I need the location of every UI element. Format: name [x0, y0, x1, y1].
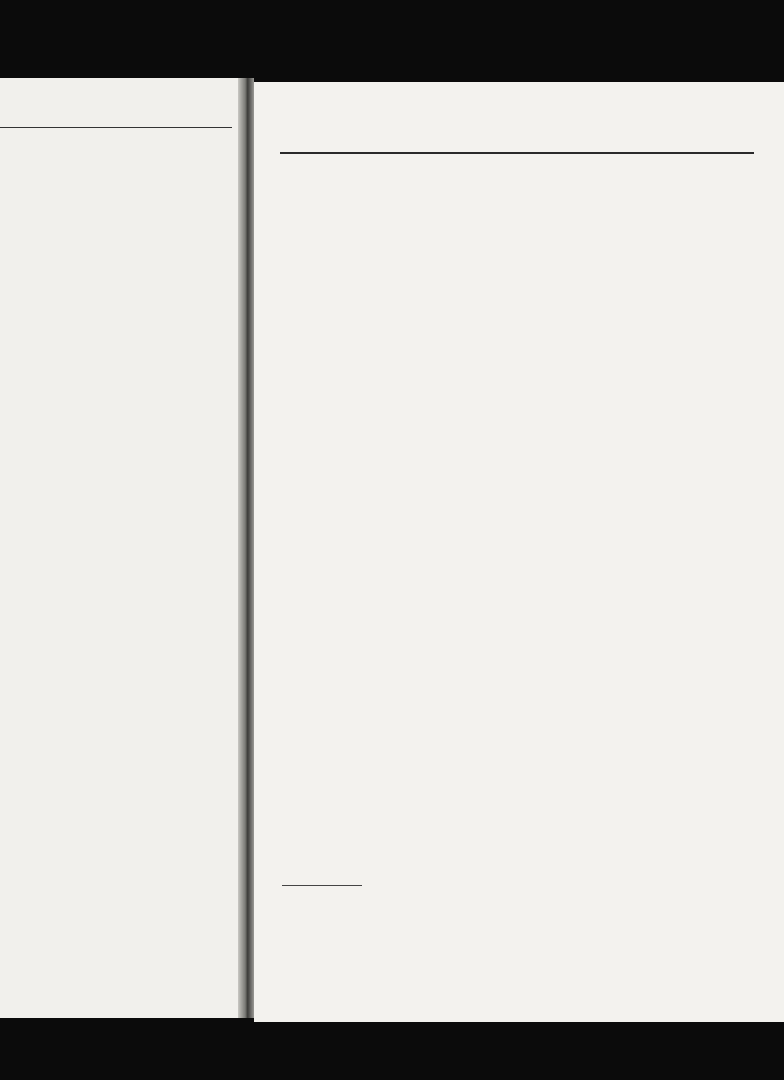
book-spine: [238, 78, 254, 1018]
footnote-rule: [282, 885, 362, 886]
left-page: [0, 78, 238, 1018]
right-page: [254, 82, 784, 1022]
header-rule: [280, 152, 754, 154]
left-page-running-header: [0, 124, 232, 128]
